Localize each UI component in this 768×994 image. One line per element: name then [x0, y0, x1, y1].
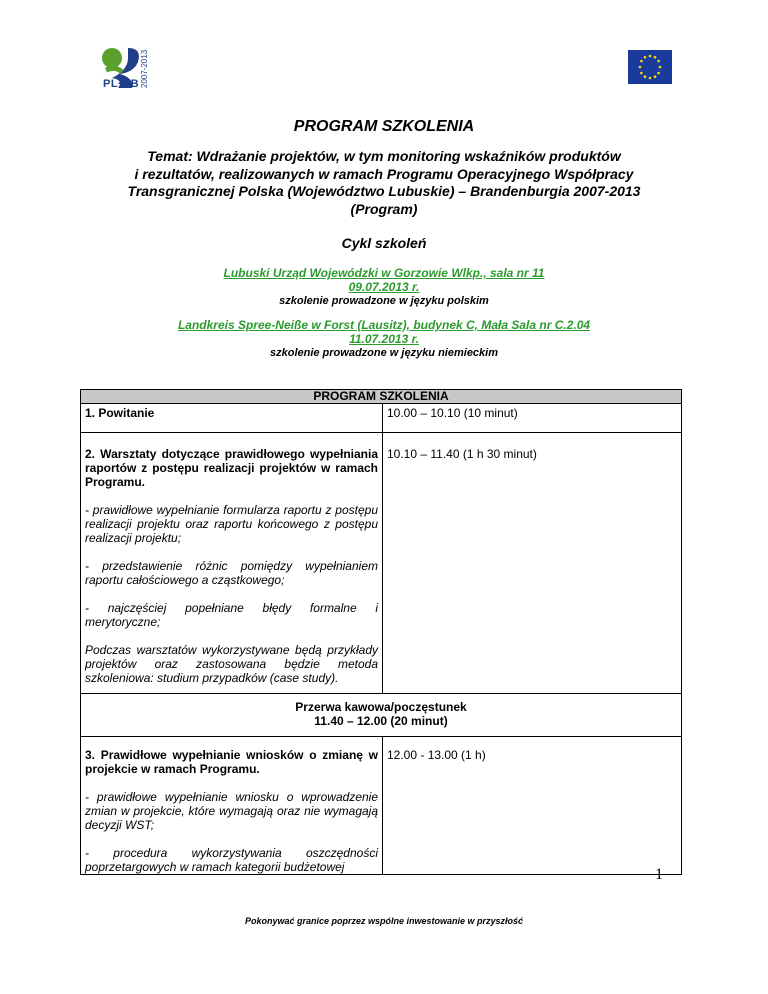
break-cell — [81, 694, 682, 737]
row-content — [81, 737, 383, 875]
row-time: 10.10 – 11.40 (1 h 30 minut) — [383, 433, 682, 694]
row-point: Podczas warsztatów wykorzystywane będą przykłady projektów oraz zastosowana będzie metoda szkoleniowa: studium przypadków (case study). — [85, 643, 378, 685]
break-time: 11.40 – 12.00 (20 minut) — [314, 714, 448, 728]
row-point: - prawidłowe wypełnianie wniosku o wprowadzenie zmian w projekcie, które wymagają oraz nie wymagają decyzji WST; — [85, 790, 378, 832]
session-1 — [0, 266, 768, 308]
table-header: PROGRAM SZKOLENIA — [81, 390, 682, 404]
table-header-row — [81, 390, 682, 404]
topic — [0, 148, 768, 218]
table-row — [81, 433, 682, 694]
page-title: PROGRAM SZKOLENIA — [293, 118, 475, 135]
session-date: 11.07.2013 r. — [349, 332, 419, 346]
session-note: szkolenie prowadzone w języku niemieckim — [269, 347, 499, 359]
session-date: 09.07.2013 r. — [348, 280, 420, 294]
session-place: Lubuski Urząd Wojewódzki w Gorzowie Wlkp., sala nr 11 — [223, 266, 545, 280]
row-time: 10.00 – 10.10 (10 minut) — [383, 404, 682, 433]
cycle-heading: Cykl szkoleń — [341, 235, 427, 251]
table-row — [81, 737, 682, 875]
row-point: - najczęściej popełniane błędy formalne i merytoryczne; — [85, 601, 378, 629]
topic-line: (Program) — [350, 200, 418, 217]
eu-flag-icon — [628, 50, 672, 84]
logo-years: 2007-2013 — [140, 49, 149, 88]
topic-line: i rezultatów, realizowanych w ramach Programu Operacyjnego Współpracy — [134, 165, 634, 182]
row-point: - prawidłowe wypełnianie formularza raportu z postępu realizacji projektu oraz raportu końcowego z postępu realizacji projektu; — [85, 503, 378, 545]
session-note: szkolenie prowadzone w języku polskim — [279, 295, 489, 307]
logo-text: PL·BB — [103, 78, 140, 90]
session-place: Landkreis Spree-Neiße w Forst (Lausitz), budynek C, Mała Sala nr C.2.04 — [177, 318, 591, 332]
topic-line: Transgranicznej Polska (Województwo Lubuskie) – Brandenburgia 2007-2013 — [127, 183, 641, 199]
row-time: 12.00 - 13.00 (1 h) — [383, 737, 682, 875]
footer: Pokonywać granice poprzez wspólne inwestowanie w przyszłość — [244, 916, 524, 926]
topic-line: Temat: Wdrażanie projektów, w tym monitoring wskaźników produktów — [147, 148, 621, 164]
row-item: 1. Powitanie — [81, 404, 383, 433]
program-table — [80, 389, 682, 875]
page-number: 1 — [655, 866, 663, 883]
session-2 — [0, 318, 768, 360]
row-content — [81, 433, 383, 694]
break-label: Przerwa kawowa/poczęstunek — [295, 700, 467, 714]
row-item: 3. Prawidłowe wypełnianie wniosków o zmianę w projekcie w ramach Programu. — [85, 748, 378, 776]
row-item: 2. Warsztaty dotyczące prawidłowego wypełniania raportów z postępu realizacji projektów w ramach Programu. — [85, 447, 378, 489]
row-point: - przedstawienie różnic pomiędzy wypełnianiem raportu całościowego a cząstkowego; — [85, 559, 378, 587]
break-row — [81, 694, 682, 737]
row-point: - procedura wykorzystywania oszczędności poprzetargowych w ramach kategorii budżetowej — [85, 846, 378, 874]
table-row — [81, 404, 682, 433]
